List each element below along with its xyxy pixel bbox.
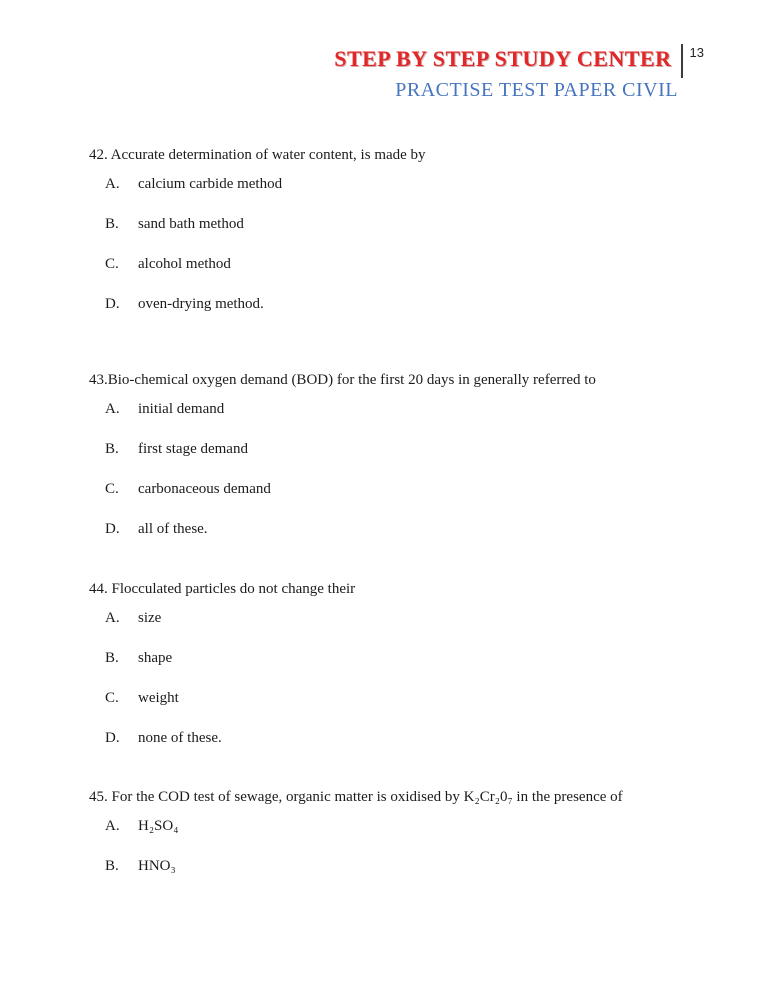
- option-b: [89, 215, 725, 234]
- question-text: 43.Bio-chemical oxygen demand (BOD) for the first 20 days in generally referred to: [89, 372, 596, 388]
- option-letter: C.: [105, 690, 119, 706]
- option-text: oven-drying method.: [138, 296, 264, 312]
- option-letter: B.: [105, 858, 119, 874]
- option-letter: D.: [105, 730, 120, 746]
- option-letter: A.: [105, 401, 120, 417]
- question-text: 44. Flocculated particles do not change their: [89, 581, 356, 597]
- option-letter: B.: [105, 650, 119, 666]
- option-text: alcohol method: [138, 256, 231, 272]
- options-list: [89, 175, 725, 314]
- options-list: [89, 817, 725, 876]
- option-a: [89, 400, 725, 419]
- option-text: all of these.: [138, 521, 208, 537]
- option-d: [89, 520, 725, 539]
- option-text: shape: [138, 650, 173, 666]
- option-text: carbonaceous demand: [138, 481, 271, 497]
- option-text: sand bath method: [138, 216, 244, 232]
- header-title-row: [334, 44, 704, 78]
- option-letter: C.: [105, 256, 119, 272]
- option-b: [89, 440, 725, 459]
- option-text: weight: [138, 690, 179, 706]
- page-header: [0, 44, 704, 101]
- option-letter: A.: [105, 176, 120, 192]
- question-text: 45. For the COD test of sewage, organic matter is oxidised by K₂Cr₂0₇ in the presence of: [89, 789, 623, 805]
- option-letter: D.: [105, 296, 120, 312]
- option-letter: D.: [105, 521, 120, 537]
- option-text: HNO₃: [138, 858, 176, 874]
- option-letter: C.: [105, 481, 119, 497]
- options-list: [89, 609, 725, 748]
- option-c: [89, 689, 725, 708]
- question-44: [89, 580, 725, 748]
- option-a: [89, 817, 725, 836]
- option-d: [89, 729, 725, 748]
- paper-subtitle: PRACTISE TEST PAPER CIVIL: [395, 79, 678, 101]
- option-c: [89, 255, 725, 274]
- option-letter: A.: [105, 610, 120, 626]
- option-letter: A.: [105, 818, 120, 834]
- page-number: 13: [689, 45, 704, 60]
- option-text: calcium carbide method: [138, 176, 283, 192]
- study-center-title: STEP BY STEP STUDY CENTER: [334, 46, 672, 71]
- question-42: [89, 146, 725, 314]
- option-c: [89, 480, 725, 499]
- option-d: [89, 295, 725, 314]
- option-letter: B.: [105, 216, 119, 232]
- header-divider-line: [681, 44, 683, 78]
- option-text: size: [138, 610, 162, 626]
- options-list: [89, 400, 725, 539]
- question-43: [89, 371, 725, 539]
- option-a: [89, 609, 725, 628]
- question-45: [89, 788, 725, 876]
- question-text: 42. Accurate determination of water content, is made by: [89, 147, 426, 163]
- option-text: initial demand: [138, 401, 225, 417]
- option-b: [89, 857, 725, 876]
- option-text: none of these.: [138, 730, 222, 746]
- option-a: [89, 175, 725, 194]
- option-letter: B.: [105, 441, 119, 457]
- option-text: first stage demand: [138, 441, 248, 457]
- option-b: [89, 649, 725, 668]
- option-text: H₂SO₄: [138, 818, 179, 834]
